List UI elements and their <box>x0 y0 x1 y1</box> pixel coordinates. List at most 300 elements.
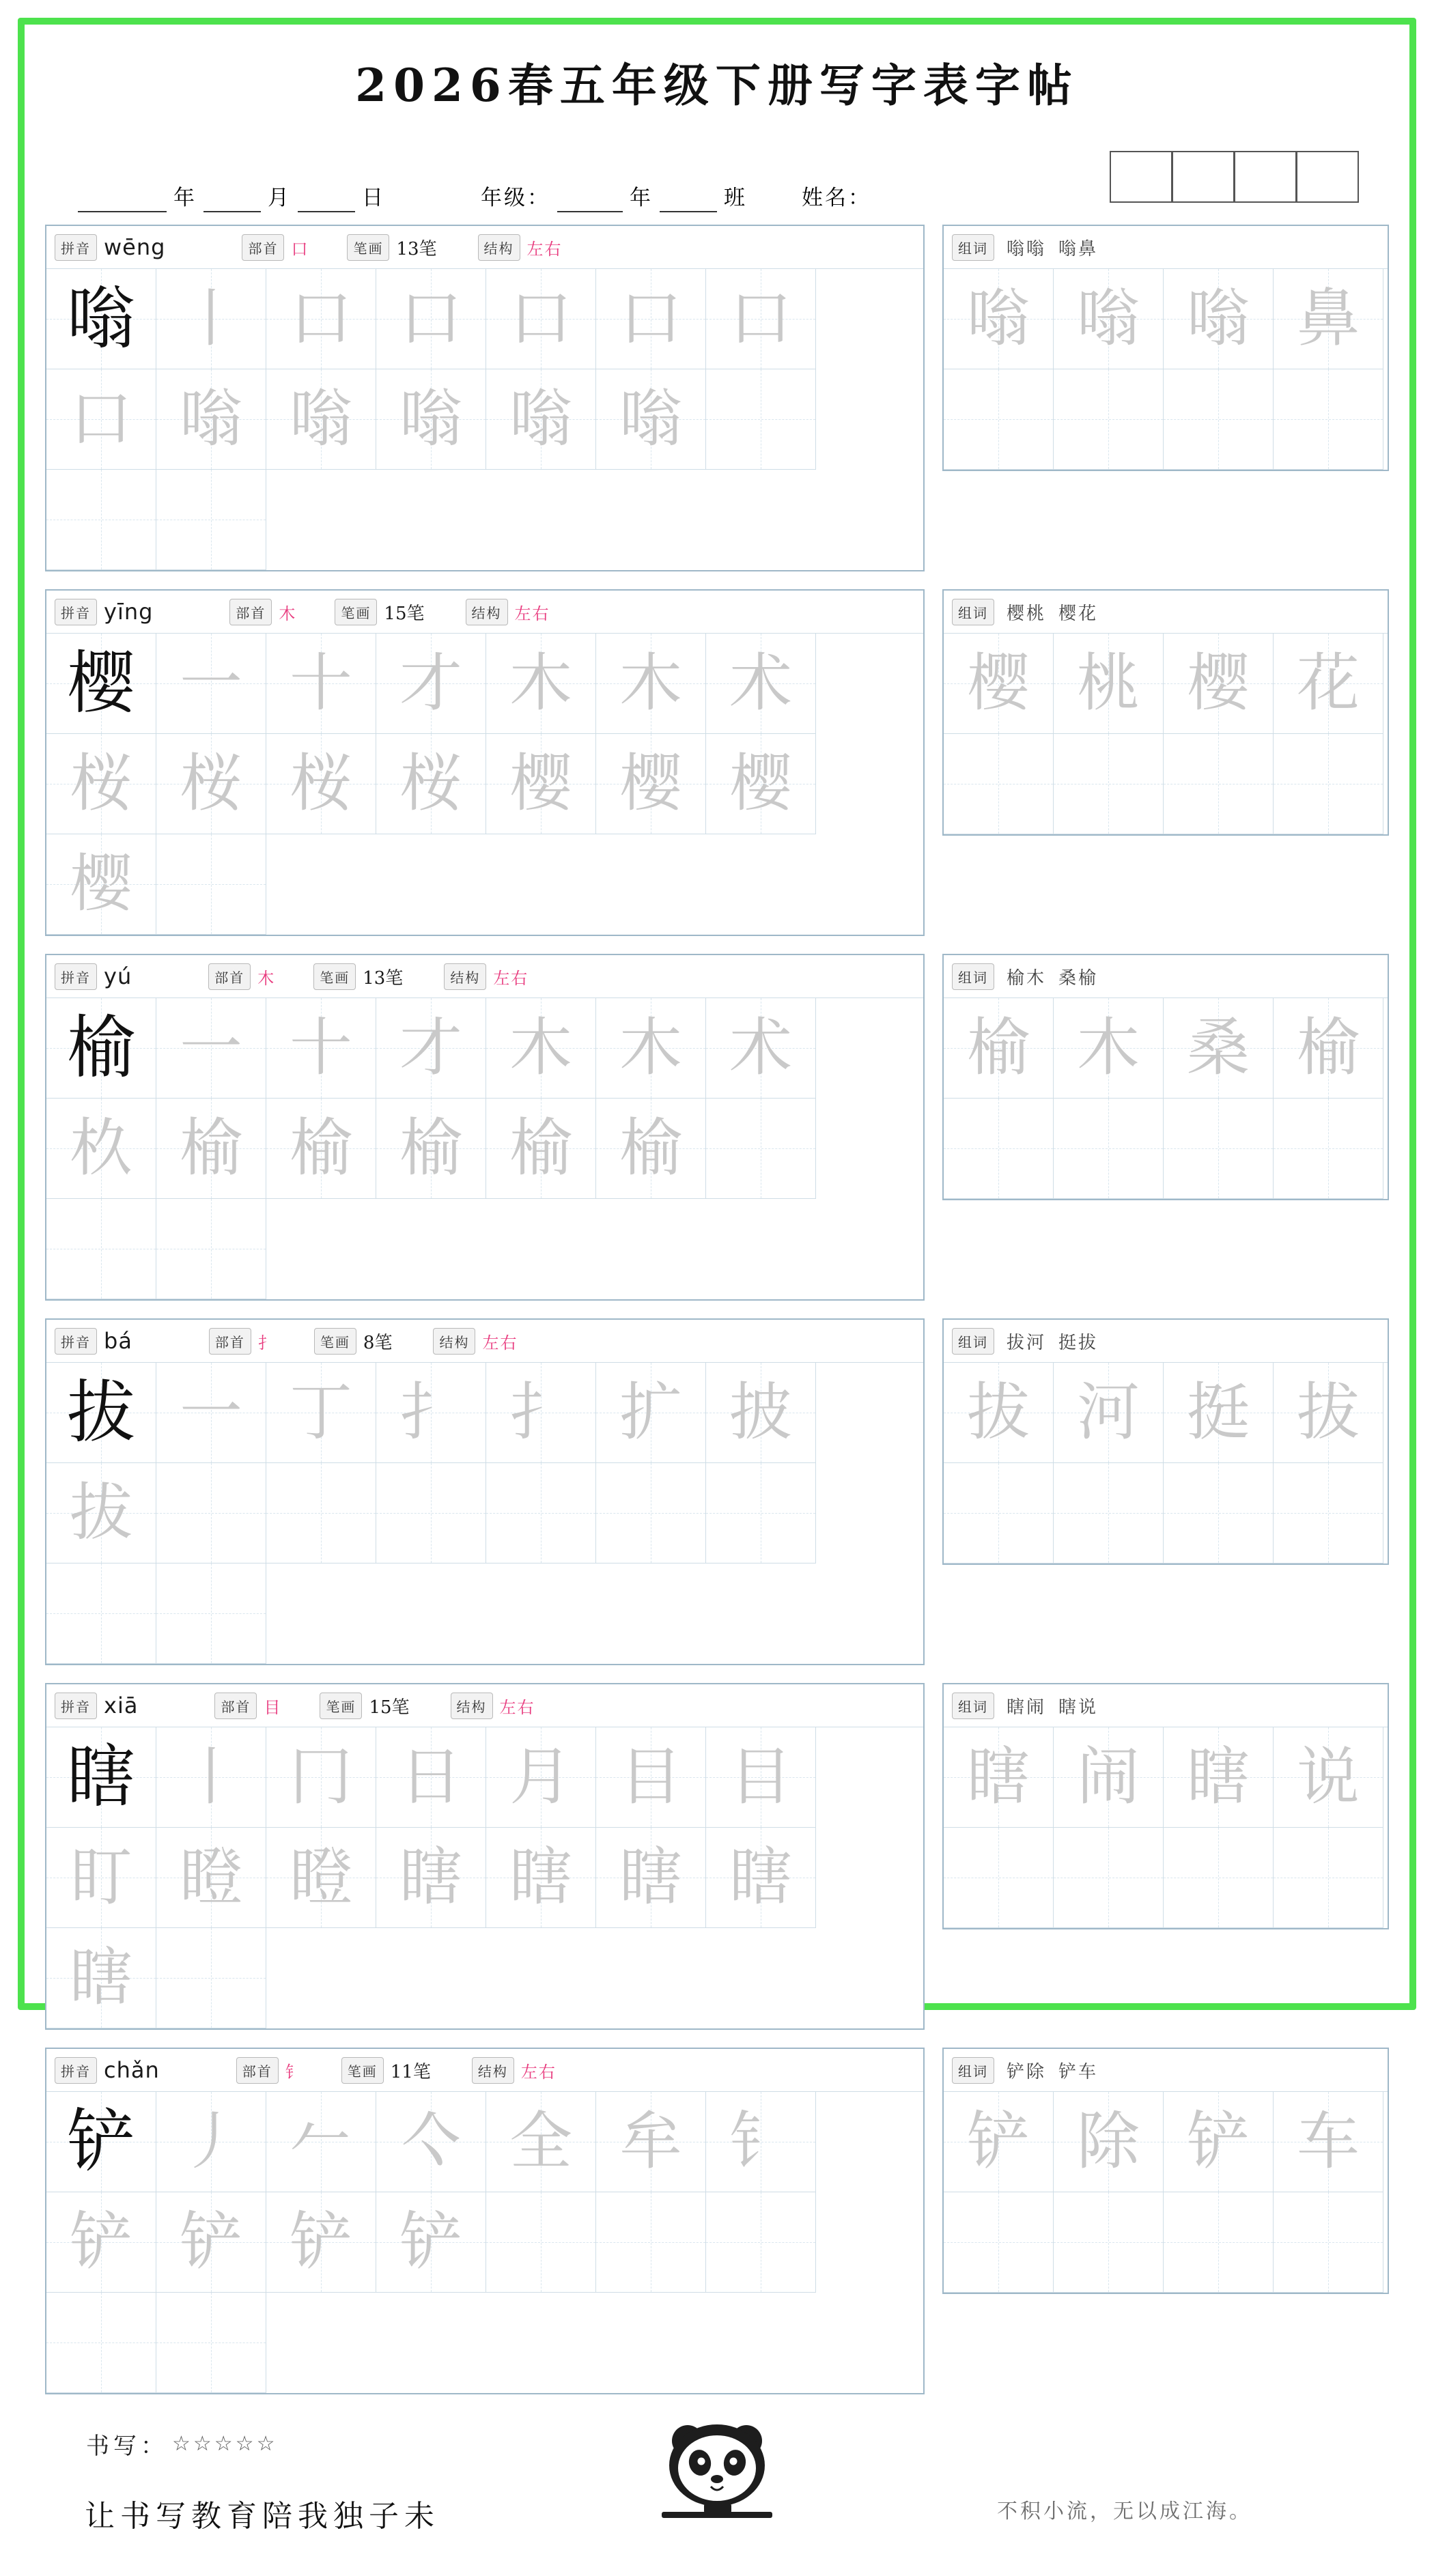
stroke-step-cell[interactable] <box>156 1727 266 1828</box>
strokes-tag: 笔画 <box>320 1693 362 1719</box>
stroke-step-cell[interactable] <box>486 1727 596 1828</box>
stroke-step-cell[interactable] <box>46 369 156 470</box>
word-tracing-glyph: 桑 <box>1186 1011 1250 1084</box>
stroke-step-glyph: 扩 <box>619 1376 682 1449</box>
words-meta-bar <box>944 955 1388 998</box>
blank-word-cell[interactable] <box>1164 1099 1274 1199</box>
radical-tag: 部首 <box>214 1693 257 1719</box>
structure-tag: 结构 <box>466 599 508 625</box>
tracing-cell[interactable] <box>266 734 376 834</box>
structure-value: 左右 <box>526 239 563 259</box>
blank-word-cell[interactable] <box>1054 2192 1164 2293</box>
stroke-step-cell[interactable] <box>46 1828 156 1928</box>
blank-word-cell[interactable] <box>1274 1099 1383 1199</box>
word-tracing-grid <box>944 1727 1388 1928</box>
blank-practice-cell[interactable] <box>156 834 266 935</box>
word-tracing-cell[interactable] <box>1164 1727 1274 1828</box>
word-tracing-glyph: 榆 <box>966 1011 1030 1084</box>
word-tracing-cell[interactable] <box>944 269 1054 369</box>
word-tracing-cell[interactable] <box>944 634 1054 734</box>
model-character: 铲 <box>67 2101 135 2181</box>
character-meta-bar <box>46 1320 923 1363</box>
blank-cell <box>1164 369 1273 469</box>
blank-practice-cell[interactable] <box>706 1463 816 1563</box>
star-rating-icon[interactable]: ☆☆☆☆☆ <box>172 2432 278 2456</box>
blank-practice-cell[interactable] <box>46 1199 156 1299</box>
pinyin-value: wēng <box>104 234 166 260</box>
blank-practice-cell[interactable] <box>46 1563 156 1664</box>
strokes-value: 13笔 <box>396 238 437 259</box>
word-practice-block <box>942 1318 1389 1565</box>
character-practice-block <box>45 589 925 936</box>
word-tracing-grid <box>944 634 1388 834</box>
word-tracing-cell[interactable] <box>1054 2092 1164 2192</box>
blank-practice-cell[interactable] <box>156 2293 266 2393</box>
tracing-glyph: 嗡 <box>289 382 352 455</box>
strokes-tag: 笔画 <box>335 599 377 625</box>
day-input[interactable] <box>298 188 355 212</box>
blank-cell <box>1274 2192 1383 2292</box>
word-tracing-cell[interactable] <box>1054 269 1164 369</box>
stroke-step-glyph: 丨 <box>179 1740 242 1813</box>
tracing-glyph: 铲 <box>289 2205 352 2278</box>
name-label: 姓名： <box>802 186 871 210</box>
class-input[interactable] <box>660 188 717 212</box>
tracing-cell[interactable] <box>156 2192 266 2293</box>
blank-cell <box>1274 369 1383 469</box>
stroke-step-cell[interactable] <box>706 998 816 1099</box>
stroke-step-cell[interactable] <box>486 2092 596 2192</box>
stroke-step-cell[interactable] <box>706 2092 816 2192</box>
tracing-cell[interactable] <box>706 734 816 834</box>
stroke-step-cell[interactable] <box>376 998 486 1099</box>
word-tracing-glyph: 拔 <box>1296 1376 1360 1449</box>
tracing-cell[interactable] <box>376 2192 486 2293</box>
stroke-step-cell[interactable] <box>46 2192 156 2293</box>
blank-word-cell[interactable] <box>944 2192 1054 2293</box>
tracing-glyph: 榆 <box>619 1112 682 1185</box>
tracing-cell[interactable] <box>156 369 266 470</box>
stroke-step-glyph: 木 <box>509 647 572 720</box>
tracing-cell[interactable] <box>596 1099 706 1199</box>
tracing-glyph: 桜 <box>399 747 462 820</box>
pinyin-tag: 拼音 <box>55 963 97 990</box>
name-cell[interactable] <box>1172 151 1235 203</box>
tracing-cell[interactable] <box>376 1099 486 1199</box>
blank-cell <box>156 1928 266 2028</box>
tracing-cell[interactable] <box>156 734 266 834</box>
tracing-cell[interactable] <box>486 369 596 470</box>
stroke-step-cell[interactable] <box>376 1363 486 1463</box>
stroke-step-glyph: 盯 <box>69 1841 132 1914</box>
tracing-cell[interactable] <box>596 369 706 470</box>
tracing-cell[interactable] <box>376 1828 486 1928</box>
word-tracing-cell[interactable] <box>1274 269 1383 369</box>
blank-practice-cell[interactable] <box>156 1463 266 1563</box>
blank-practice-cell[interactable] <box>596 1463 706 1563</box>
word-entry: 樱花 <box>1058 603 1099 624</box>
word-tracing-glyph: 嗡 <box>1076 282 1140 355</box>
word-tracing-glyph: 河 <box>1076 1376 1140 1449</box>
blank-word-cell[interactable] <box>1274 2192 1383 2293</box>
stroke-step-glyph: 丿 <box>179 2105 242 2178</box>
month-label: 月 <box>268 186 291 210</box>
stroke-step-glyph: 𠂉 <box>289 2105 352 2178</box>
stroke-step-cell[interactable] <box>596 1363 706 1463</box>
word-tracing-grid <box>944 2092 1388 2293</box>
stroke-step-cell[interactable] <box>706 1363 816 1463</box>
blank-word-cell[interactable] <box>944 1828 1054 1928</box>
stroke-step-cell[interactable] <box>376 2092 486 2192</box>
blank-word-cell[interactable] <box>1164 1463 1274 1563</box>
blank-practice-cell[interactable] <box>376 1463 486 1563</box>
blank-practice-cell[interactable] <box>156 1563 266 1664</box>
tracing-cell[interactable] <box>156 1099 266 1199</box>
footer-slogan: 让书写教育陪我独子未 <box>85 2499 440 2534</box>
stroke-step-cell[interactable] <box>266 634 376 734</box>
tracing-glyph: 樱 <box>69 847 132 920</box>
tracing-cell[interactable] <box>486 1099 596 1199</box>
word-tracing-cell[interactable] <box>1274 1727 1383 1828</box>
character-meta-bar <box>46 955 923 998</box>
blank-cell <box>1054 2192 1163 2292</box>
blank-word-cell[interactable] <box>1164 1828 1274 1928</box>
practice-row <box>45 1683 1389 2030</box>
tracing-cell[interactable] <box>596 734 706 834</box>
stroke-step-glyph: 目 <box>619 1740 682 1813</box>
stroke-order-grid <box>46 1363 923 1664</box>
word-tracing-cell[interactable] <box>1054 634 1164 734</box>
tracing-cell[interactable] <box>46 1928 156 2028</box>
blank-practice-cell[interactable] <box>266 1463 376 1563</box>
blank-cell <box>1164 1828 1273 1927</box>
blank-cell <box>486 2192 595 2292</box>
word-tracing-glyph: 樱 <box>966 647 1030 720</box>
blank-cell <box>156 470 266 569</box>
words-meta-bar <box>944 226 1388 269</box>
stroke-step-cell[interactable] <box>156 269 266 369</box>
stroke-step-cell[interactable] <box>156 1363 266 1463</box>
blank-practice-cell[interactable] <box>156 1199 266 1299</box>
words-tag: 组词 <box>952 234 994 261</box>
stroke-step-cell[interactable] <box>46 1099 156 1199</box>
blank-word-cell[interactable] <box>1274 369 1383 470</box>
stroke-step-cell[interactable] <box>156 2092 266 2192</box>
stroke-step-glyph: 一 <box>179 1011 242 1084</box>
stroke-step-cell[interactable] <box>706 634 816 734</box>
stroke-step-cell[interactable] <box>376 634 486 734</box>
blank-cell <box>706 1099 815 1198</box>
blank-cell <box>266 1463 376 1563</box>
blank-word-cell[interactable] <box>1054 1828 1164 1928</box>
blank-word-cell[interactable] <box>1054 1463 1164 1563</box>
tracing-glyph: 樱 <box>619 747 682 820</box>
blank-cell <box>156 1563 266 1663</box>
blank-word-cell[interactable] <box>1164 369 1274 470</box>
strokes-value: 8笔 <box>363 1332 393 1353</box>
stroke-step-glyph: 丨 <box>179 282 242 355</box>
word-tracing-cell[interactable] <box>1054 998 1164 1099</box>
model-character: 樱 <box>67 643 135 723</box>
word-tracing-glyph: 拔 <box>966 1376 1030 1449</box>
stroke-step-glyph: 扌 <box>399 1376 462 1449</box>
pinyin-value: chǎn <box>104 2057 160 2083</box>
blank-cell <box>1054 369 1163 469</box>
stroke-order-grid <box>46 998 923 1299</box>
stroke-step-glyph: 钅 <box>729 2105 792 2178</box>
stroke-step-glyph: 十 <box>289 1011 352 1084</box>
blank-practice-cell[interactable] <box>706 2192 816 2293</box>
blank-word-cell[interactable] <box>944 1463 1054 1563</box>
word-tracing-cell[interactable] <box>944 1727 1054 1828</box>
word-tracing-cell[interactable] <box>1274 2092 1383 2192</box>
stroke-step-cell[interactable] <box>266 1363 376 1463</box>
blank-cell <box>596 2192 705 2292</box>
word-tracing-glyph: 瞎 <box>966 1740 1030 1813</box>
tracing-glyph: 铲 <box>179 2205 242 2278</box>
year-input[interactable] <box>78 188 167 212</box>
grade-input[interactable] <box>557 188 623 212</box>
blank-cell <box>944 2192 1053 2292</box>
blank-cell <box>706 369 815 469</box>
pinyin-tag: 拼音 <box>55 1693 97 1719</box>
word-tracing-cell[interactable] <box>1164 2092 1274 2192</box>
strokes-value: 11笔 <box>390 2061 431 2082</box>
blank-cell <box>1054 1463 1163 1563</box>
blank-practice-cell[interactable] <box>706 369 816 470</box>
character-practice-block <box>45 2048 925 2394</box>
tracing-cell[interactable] <box>266 1099 376 1199</box>
stroke-step-cell[interactable] <box>706 1727 816 1828</box>
stroke-step-cell[interactable] <box>376 269 486 369</box>
pinyin-value: yú <box>104 963 132 989</box>
blank-word-cell[interactable] <box>944 1099 1054 1199</box>
tracing-cell[interactable] <box>376 734 486 834</box>
stroke-step-cell[interactable] <box>596 634 706 734</box>
blank-cell <box>706 1463 815 1563</box>
structure-value: 左右 <box>493 968 529 988</box>
stroke-step-glyph: 木 <box>619 1011 682 1084</box>
model-character: 瞎 <box>67 1737 135 1817</box>
day-label: 日 <box>362 186 385 210</box>
stroke-step-cell[interactable] <box>266 1727 376 1828</box>
writing-rating[interactable] <box>86 2427 277 2461</box>
name-cell[interactable] <box>1110 151 1172 203</box>
stroke-step-glyph: 一 <box>179 1376 242 1449</box>
grade-unit-label: 年 <box>630 186 653 210</box>
character-meta-bar <box>46 226 923 269</box>
word-tracing-cell[interactable] <box>1164 998 1274 1099</box>
blank-cell <box>1274 1463 1383 1563</box>
blank-practice-cell[interactable] <box>46 2293 156 2393</box>
strokes-value: 13笔 <box>363 967 404 989</box>
stroke-step-cell[interactable] <box>46 1463 156 1563</box>
structure-tag: 结构 <box>478 234 520 261</box>
blank-practice-cell[interactable] <box>486 1463 596 1563</box>
tracing-cell[interactable] <box>486 1828 596 1928</box>
blank-practice-cell[interactable] <box>706 1099 816 1199</box>
radical-value: 钅 <box>285 2062 303 2082</box>
blank-word-cell[interactable] <box>1054 369 1164 470</box>
stroke-step-glyph: 目 <box>729 1740 792 1813</box>
model-character-cell[interactable] <box>46 998 156 1099</box>
stroke-step-cell[interactable] <box>596 269 706 369</box>
blank-cell <box>1164 734 1273 834</box>
tracing-glyph: 瞎 <box>69 1941 132 2014</box>
word-tracing-grid <box>944 998 1388 1199</box>
blank-word-cell[interactable] <box>1274 1463 1383 1563</box>
word-tracing-cell[interactable] <box>1054 1727 1164 1828</box>
panda-mascot-icon <box>645 2416 789 2539</box>
word-tracing-cell[interactable] <box>944 1363 1054 1463</box>
blank-word-cell[interactable] <box>1054 734 1164 834</box>
stroke-step-cell[interactable] <box>486 634 596 734</box>
stroke-step-glyph: 拔 <box>69 1476 132 1549</box>
model-character: 嗡 <box>67 279 135 358</box>
tracing-cell[interactable] <box>376 369 486 470</box>
tracing-cell[interactable] <box>46 834 156 935</box>
blank-cell <box>1164 2192 1273 2292</box>
model-character-cell[interactable] <box>46 269 156 369</box>
tracing-glyph: 桜 <box>179 747 242 820</box>
model-character-cell[interactable] <box>46 1727 156 1828</box>
stroke-step-cell[interactable] <box>486 1363 596 1463</box>
model-character-cell[interactable] <box>46 1363 156 1463</box>
blank-cell <box>1164 1099 1273 1198</box>
info-row <box>45 137 1389 212</box>
stroke-step-cell[interactable] <box>46 734 156 834</box>
structure-value: 左右 <box>520 2062 557 2082</box>
blank-practice-cell[interactable] <box>46 470 156 570</box>
tracing-cell[interactable] <box>486 734 596 834</box>
word-entry: 嗡嗡 <box>1007 238 1047 259</box>
word-tracing-cell[interactable] <box>1274 1363 1383 1463</box>
word-tracing-glyph: 挺 <box>1186 1376 1250 1449</box>
stroke-step-glyph: 术 <box>729 647 792 720</box>
stroke-step-cell[interactable] <box>266 998 376 1099</box>
stroke-step-glyph: 口 <box>729 282 792 355</box>
word-tracing-glyph: 鼻 <box>1296 282 1360 355</box>
structure-value: 左右 <box>514 604 550 623</box>
word-practice-block <box>942 1683 1389 1929</box>
structure-tag: 结构 <box>444 963 486 990</box>
stroke-step-cell[interactable] <box>486 269 596 369</box>
stroke-step-glyph: 十 <box>289 647 352 720</box>
tracing-glyph: 嗡 <box>179 382 242 455</box>
blank-word-cell[interactable] <box>1274 734 1383 834</box>
blank-word-cell[interactable] <box>1054 1099 1164 1199</box>
character-practice-block <box>45 954 925 1301</box>
month-input[interactable] <box>203 188 261 212</box>
word-tracing-glyph: 闹 <box>1076 1740 1140 1813</box>
word-tracing-glyph: 榆 <box>1296 1011 1360 1084</box>
word-tracing-cell[interactable] <box>1274 634 1383 734</box>
blank-practice-cell[interactable] <box>486 2192 596 2293</box>
name-cell[interactable] <box>1297 151 1359 203</box>
radical-value: 扌 <box>257 1333 276 1353</box>
stroke-step-cell[interactable] <box>266 2092 376 2192</box>
stroke-step-cell[interactable] <box>266 269 376 369</box>
word-tracing-cell[interactable] <box>1164 1363 1274 1463</box>
stroke-step-cell[interactable] <box>376 1727 486 1828</box>
word-tracing-grid <box>944 1363 1388 1563</box>
footer <box>45 2412 1389 2576</box>
blank-word-cell[interactable] <box>1164 2192 1274 2293</box>
blank-cell <box>1054 1828 1163 1927</box>
word-practice-block <box>942 589 1389 836</box>
page-title: 2026春五年级下册写字表字帖 <box>355 59 1079 112</box>
blank-cell <box>486 1463 595 1563</box>
blank-practice-cell[interactable] <box>156 470 266 570</box>
tracing-cell[interactable] <box>706 1828 816 1928</box>
tracing-glyph: 樱 <box>729 747 792 820</box>
structure-value: 左右 <box>499 1697 535 1717</box>
stroke-step-cell[interactable] <box>596 2092 706 2192</box>
word-tracing-cell[interactable] <box>1054 1363 1164 1463</box>
blank-word-cell[interactable] <box>944 734 1054 834</box>
blank-cell <box>1274 1099 1383 1198</box>
stroke-step-glyph: 披 <box>729 1376 792 1449</box>
word-tracing-cell[interactable] <box>944 2092 1054 2192</box>
name-boxes[interactable] <box>1110 151 1359 203</box>
stroke-step-cell[interactable] <box>156 634 266 734</box>
structure-tag: 结构 <box>472 2057 514 2084</box>
writing-label: 书写： <box>86 2433 168 2460</box>
blank-cell <box>944 1463 1053 1563</box>
blank-cell <box>156 1463 266 1563</box>
name-cell[interactable] <box>1235 151 1297 203</box>
word-tracing-glyph: 铲 <box>966 2105 1030 2178</box>
strokes-value: 15笔 <box>384 603 425 624</box>
blank-practice-cell[interactable] <box>596 2192 706 2293</box>
practice-row <box>45 1318 1389 1665</box>
word-tracing-cell[interactable] <box>944 998 1054 1099</box>
model-character-cell[interactable] <box>46 634 156 734</box>
blank-practice-cell[interactable] <box>156 1928 266 2028</box>
tracing-cell[interactable] <box>266 2192 376 2293</box>
word-tracing-cell[interactable] <box>1274 998 1383 1099</box>
word-tracing-glyph: 除 <box>1076 2105 1140 2178</box>
blank-cell <box>46 1199 156 1299</box>
model-character-cell[interactable] <box>46 2092 156 2192</box>
stroke-step-glyph: 冂 <box>289 1740 352 1813</box>
tracing-glyph: 瞎 <box>509 1841 572 1914</box>
blank-word-cell[interactable] <box>944 369 1054 470</box>
tracing-glyph: 榆 <box>399 1112 462 1185</box>
blank-word-cell[interactable] <box>1274 1828 1383 1928</box>
words-meta-bar <box>944 1684 1388 1727</box>
radical-value: 木 <box>279 604 297 623</box>
word-tracing-cell[interactable] <box>1164 269 1274 369</box>
tracing-cell[interactable] <box>156 1828 266 1928</box>
word-entry: 榆木 <box>1007 967 1047 989</box>
stroke-step-cell[interactable] <box>156 998 266 1099</box>
tracing-glyph: 嗡 <box>619 382 682 455</box>
structure-tag: 结构 <box>433 1328 475 1355</box>
word-tracing-cell[interactable] <box>1164 634 1274 734</box>
word-practice-block <box>942 954 1389 1200</box>
stroke-step-cell[interactable] <box>706 269 816 369</box>
tracing-cell[interactable] <box>266 1828 376 1928</box>
practice-row <box>45 589 1389 936</box>
blank-word-cell[interactable] <box>1164 734 1274 834</box>
stroke-step-cell[interactable] <box>486 998 596 1099</box>
tracing-cell[interactable] <box>596 1828 706 1928</box>
tracing-cell[interactable] <box>266 369 376 470</box>
word-entry: 挺拔 <box>1058 1332 1099 1353</box>
stroke-step-cell[interactable] <box>596 1727 706 1828</box>
stroke-step-cell[interactable] <box>596 998 706 1099</box>
